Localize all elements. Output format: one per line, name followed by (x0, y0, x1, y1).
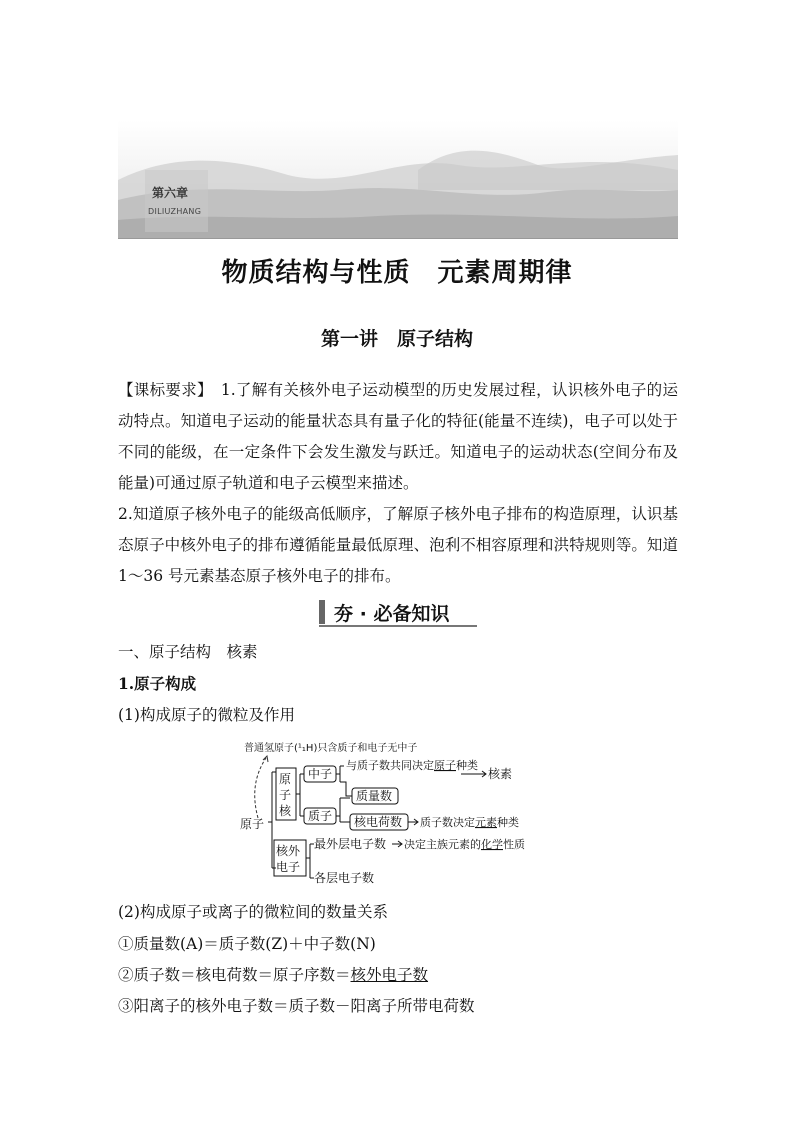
item-heading-1: 1.原子构成 (118, 674, 197, 693)
atom-structure-diagram (236, 736, 566, 892)
section-heading-one: 一、原子结构 核素 (118, 643, 258, 661)
relation-3: ③阳离子的核外电子数＝质子数－阳离子所带电荷数 (118, 997, 475, 1015)
page-title: 物质结构与性质 元素周期律 (221, 258, 573, 288)
nucleus-char-3: 核 (279, 804, 292, 818)
nucleus-brace (296, 774, 304, 816)
outermost-text: 决定主族元素的化学性质 (404, 838, 525, 851)
outermost-label: 最外层电子数 (314, 837, 387, 851)
note-arrow (255, 758, 266, 818)
neutron-proton-text: 与质子数共同决定原子种类 (346, 759, 478, 772)
nuclear-charge-label: 核电荷数 (354, 815, 403, 829)
nucleus-char-2: 子 (279, 788, 292, 802)
nuclide-label: 核素 (488, 767, 513, 781)
hydrogen-note: 普通氢原子(¹₁H)只含质子和电子无中子 (244, 743, 418, 754)
chapter-pinyin: DILIUZHANG (148, 207, 202, 216)
proton-label: 质子 (308, 809, 333, 823)
outer-electrons-line-2: 电子 (276, 860, 301, 874)
chapter-label-box (145, 170, 208, 232)
element-text: 质子数决定元素种类 (420, 816, 519, 829)
relation-2-underlined: 核外电子数 (350, 966, 429, 984)
relation-2-text: ②质子数＝核电荷数＝原子序数＝ (118, 966, 351, 984)
mass-number-label: 质量数 (356, 789, 393, 803)
requirements-paragraph-1 (118, 375, 678, 499)
proton-branch (336, 798, 350, 822)
section-title-bar (319, 600, 325, 624)
banner-divider (118, 238, 678, 239)
section-title: 夯 · 必备知识 (334, 603, 450, 625)
atom-label: 原子 (240, 817, 265, 831)
relation-1: ①质量数(A)＝质子数(Z)＋中子数(N) (118, 935, 376, 953)
outer-electrons-brace (306, 844, 314, 878)
requirements-label: 【课标要求】 (118, 381, 206, 399)
requirements-text-1: 1.了解有关核外电子运动模型的历史发展过程，认识核外电子的运动特点。知道电子运动的能量状态具有量子化的特征(能量不连续)，电子可以处于不同的能级，在一定条件下会发生激发与跃迁。知道电子的运动状态(空间分布及能量)可通过原子轨道和电子云模型来描述。 (118, 381, 678, 492)
section-title-underline (319, 625, 477, 627)
chapter-label: 第六章 (152, 186, 189, 200)
neutron-branch (336, 766, 344, 782)
item-heading-1-1: (1)构成原子的微粒及作用 (118, 706, 295, 724)
nucleus-char-1: 原 (279, 772, 292, 786)
atom-brace (268, 772, 276, 868)
relation-2 (118, 963, 428, 985)
to-mass-line (344, 782, 352, 796)
each-layer-label: 各层电子数 (314, 871, 375, 885)
lecture-title: 第一讲 原子结构 (320, 328, 473, 350)
requirements-paragraph-2: 2.知道原子核外电子的能级高低顺序，了解原子核外电子排布的构造原理，认识基态原子中核外电子的排布遵循能量最低原理、泡利不相容原理和洪特规则等。知道 1～36 号元素基态原子核外电子的排布。 (118, 505, 678, 585)
item-heading-1-2: (2)构成原子或离子的微粒间的数量关系 (118, 903, 388, 921)
outer-electrons-line-1: 核外 (276, 844, 301, 858)
neutron-label: 中子 (308, 767, 333, 781)
